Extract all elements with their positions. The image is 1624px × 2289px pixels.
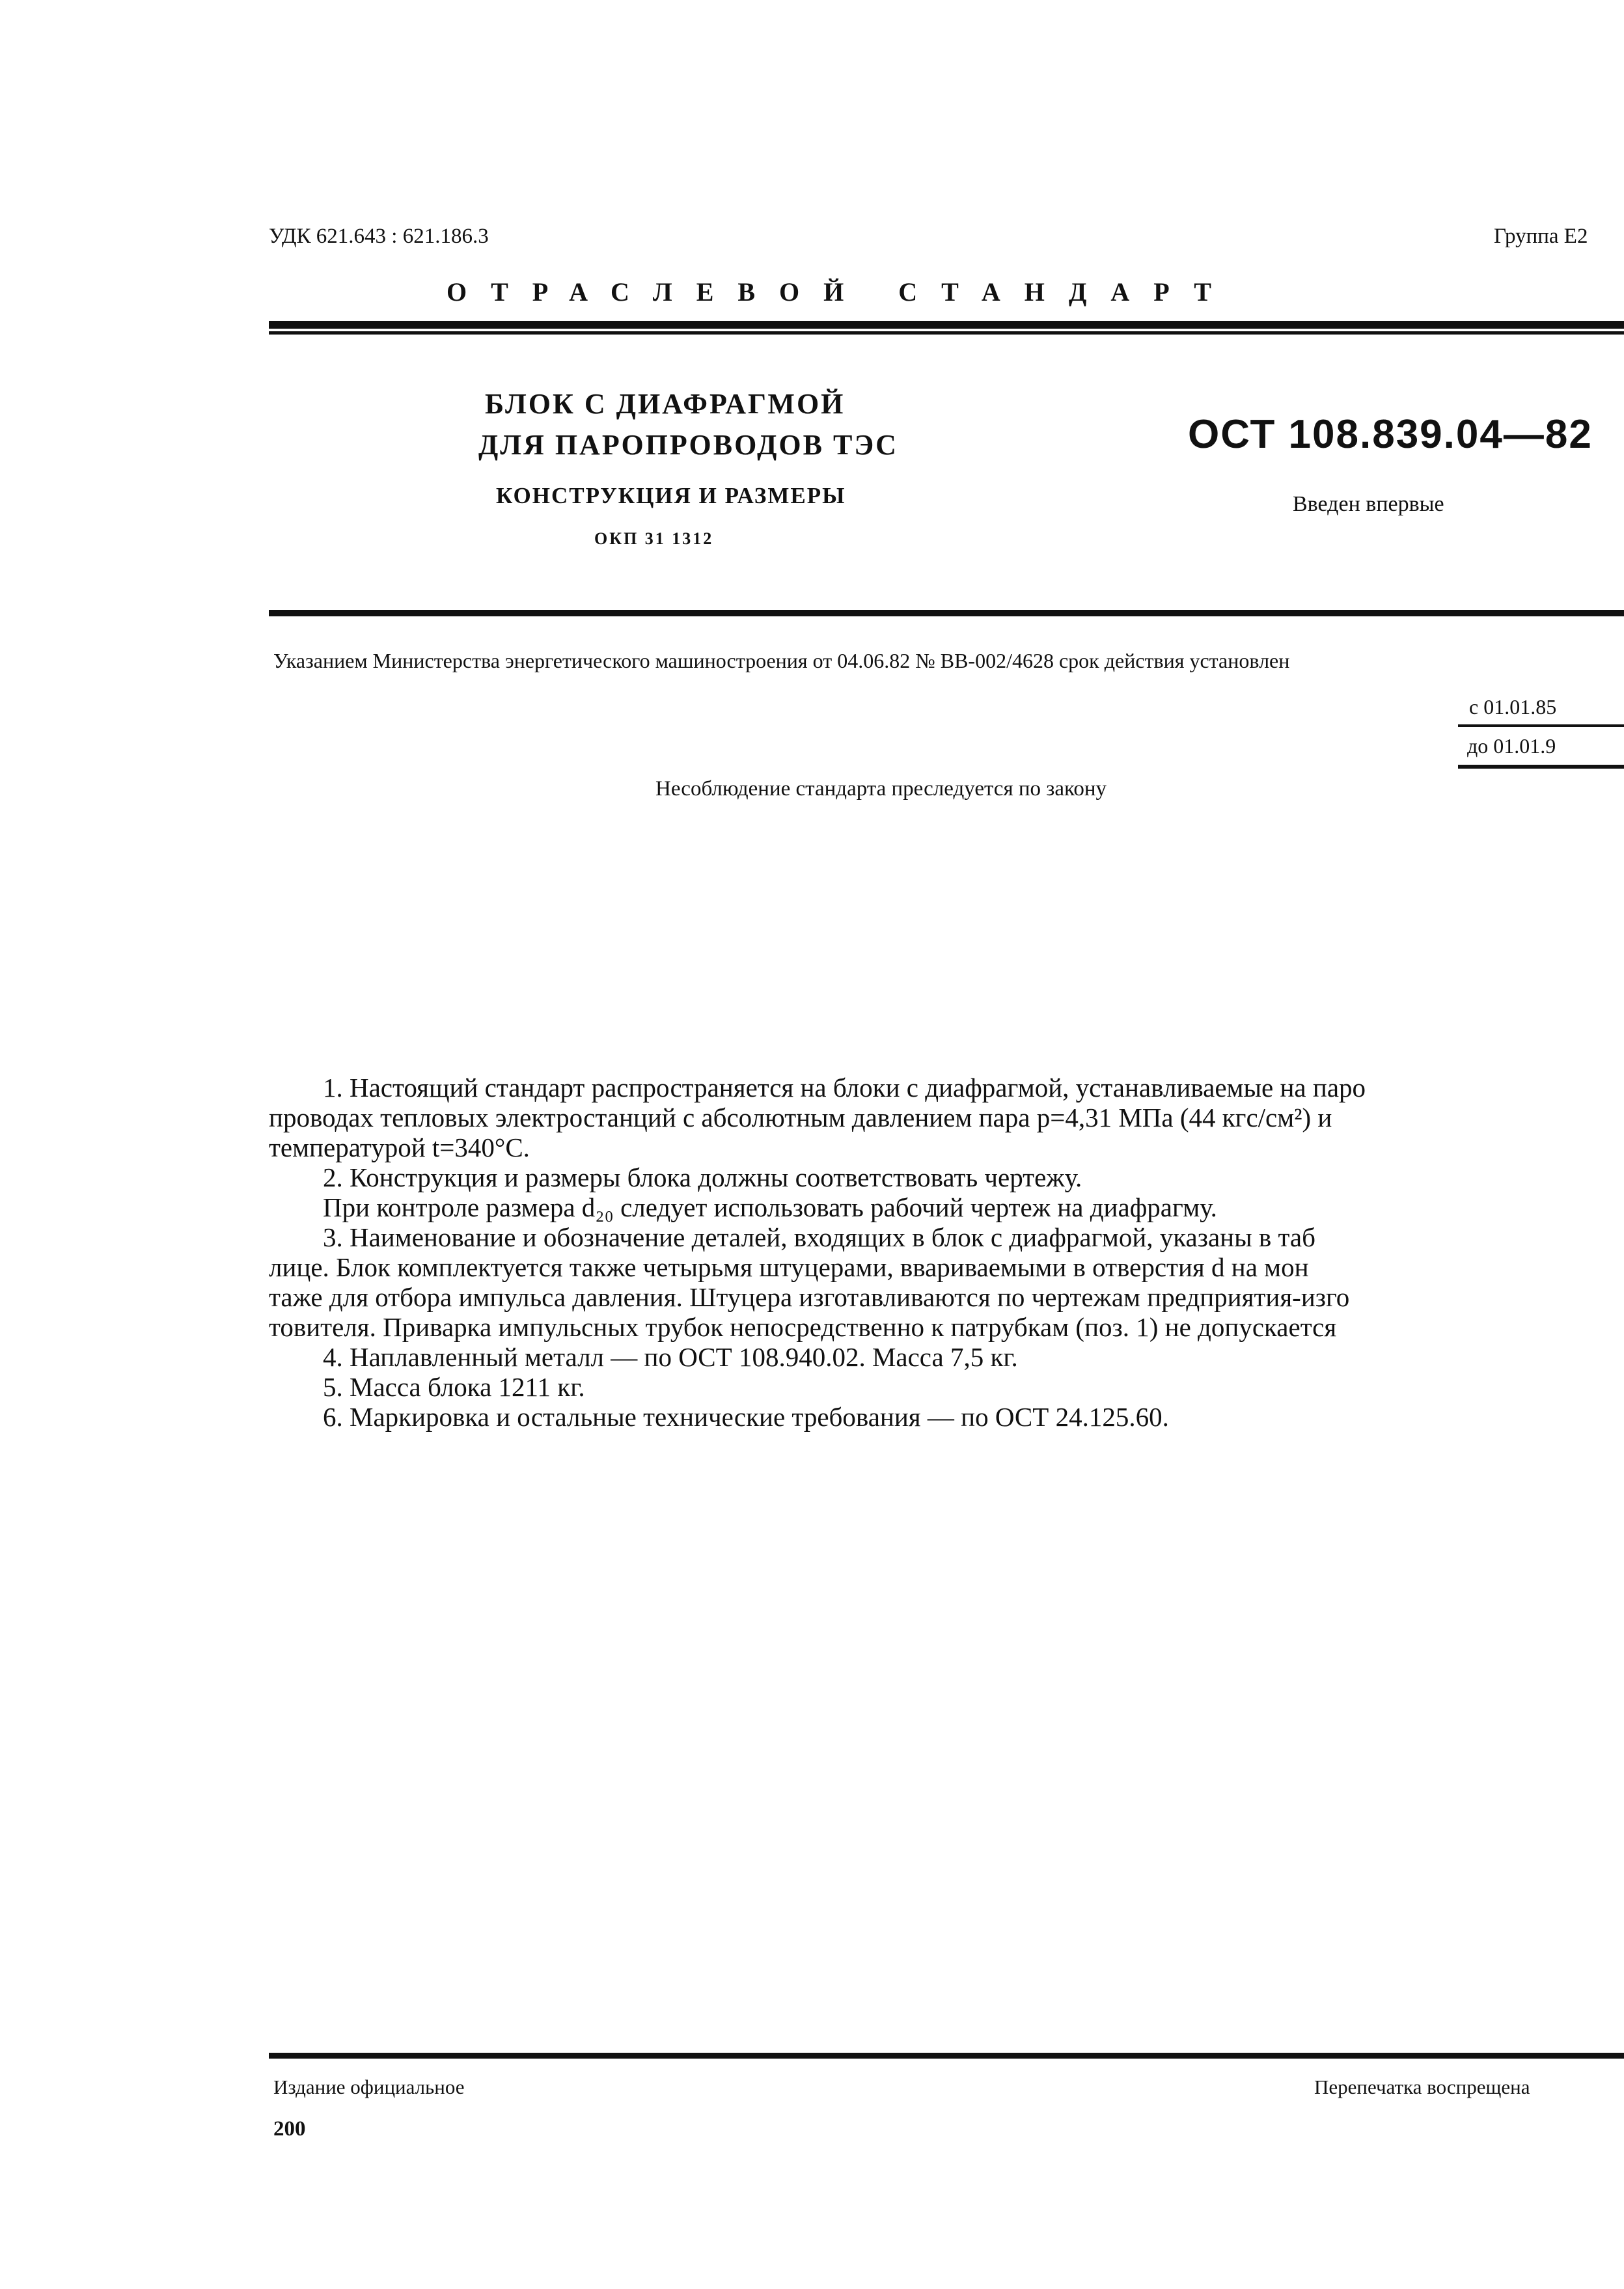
paragraph-5: 5. Масса блока 1211 кг. (323, 1372, 585, 1402)
paragraph-6: 6. Маркировка и остальные технические требования — по ОСТ 24.125.60. (323, 1402, 1169, 1432)
document-title-line-2: ДЛЯ ПАРОПРОВОДОВ ТЭС (478, 429, 898, 461)
standard-banner: ОТРАСЛЕВОЙ СТАНДАРТ (447, 277, 1235, 307)
paragraph-3-line-4: товителя. Приварка импульсных трубок непосредственно к патрубкам (поз. 1) не допускается (269, 1312, 1337, 1342)
paragraph-1-line-2: проводах тепловых электростанций с абсолютным давлением пара p=4,31 МПа (44 кгс/см²) и (269, 1103, 1332, 1132)
document-body (269, 1073, 1624, 1432)
paragraph-2: 2. Конструкция и размеры блока должны соответствовать чертежу. (323, 1162, 1082, 1192)
bottom-rule (269, 2053, 1624, 2059)
valid-to-underline (1458, 765, 1624, 769)
introduced-note: Введен впервые (1293, 492, 1444, 516)
valid-to-date: до 01.01.9 (1467, 734, 1556, 758)
paragraph-3-line-3: таже для отбора импульса давления. Штуцера изготавливаются по чертежам предприятия-изго (269, 1282, 1350, 1312)
official-edition-note: Издание официальное (273, 2076, 465, 2098)
document-subtitle: КОНСТРУКЦИЯ И РАЗМЕРЫ (496, 483, 846, 508)
reprint-prohibited-note: Перепечатка воспрещена (1314, 2076, 1530, 2098)
group-code: Группа Е2 (1494, 225, 1588, 248)
okp-code: ОКП 31 1312 (594, 529, 714, 548)
noncompliance-notice: Несоблюдение стандарта преследуется по закону (655, 777, 1107, 801)
middle-rule (269, 610, 1624, 616)
ministry-decree: Указанием Министерства энергетического машиностроения от 04.06.82 № ВВ-002/4628 срок действия установлен (273, 649, 1290, 672)
udc-code: УДК 621.643 : 621.186.3 (269, 225, 489, 248)
document-title-line-1: БЛОК С ДИАФРАГМОЙ (485, 388, 846, 420)
paragraph-4: 4. Наплавленный металл — по ОСТ 108.940.02. Масса 7,5 кг. (323, 1342, 1018, 1372)
standard-designation: ОСТ 108.839.04—82 (1188, 412, 1593, 457)
paragraph-1-line-1: 1. Настоящий стандарт распространяется на блоки с диафрагмой, устанавливаемые на паро (323, 1073, 1366, 1103)
valid-from-date: с 01.01.85 (1469, 695, 1557, 719)
paragraph-3-line-2: лице. Блок комплектуется также четырьмя штуцерами, вваpиваемыми в отверстия d на мон (269, 1252, 1309, 1282)
paragraph-3-line-1: 3. Наименование и обозначение деталей, входящих в блок с диафрагмой, указаны в таб (323, 1222, 1315, 1252)
paragraph-1-line-3: температурой t=340°С. (269, 1132, 530, 1162)
page-number: 200 (273, 2117, 306, 2141)
valid-from-underline (1458, 724, 1624, 727)
paragraph-2-note: При контроле размера d₂₀ следует использовать рабочий чертеж на диафрагму. (323, 1192, 1217, 1222)
top-rule (269, 321, 1624, 329)
top-rule-thin (269, 331, 1624, 335)
